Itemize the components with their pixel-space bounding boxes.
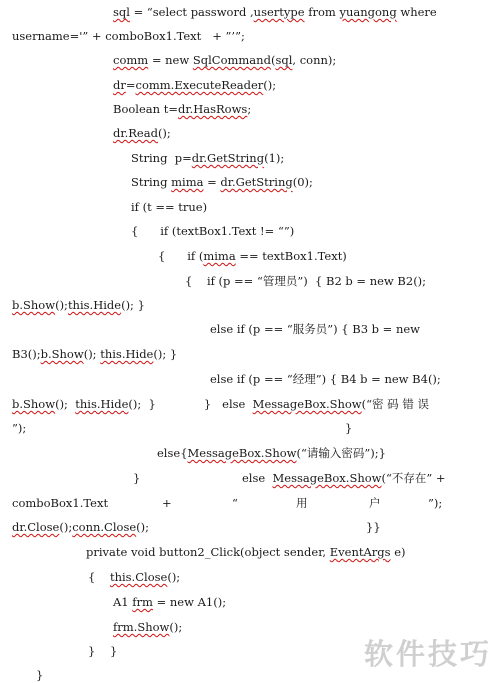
code-line: } (36, 668, 44, 682)
code-line: + (162, 496, 172, 510)
code-line: String mima = dr.GetString(0); (131, 175, 313, 189)
code-line: “ (232, 496, 238, 510)
code-line: comm = new SqlCommand(sql, conn); (113, 53, 337, 67)
code-line: sql = “select password ,usertype from yuangong where (113, 5, 437, 19)
code-line: comboBox1.Text (12, 496, 109, 510)
code-line: } (345, 421, 353, 435)
code-line: ”); (12, 421, 27, 435)
code-line: Boolean t=dr.HasRows; (113, 102, 252, 116)
code-line: A1 frm = new A1(); (113, 595, 227, 609)
code-line: frm.Show(); (113, 620, 183, 634)
code-line: { this.Close(); (88, 570, 181, 584)
code-line: 户 (369, 496, 381, 510)
code-line: { if (mima == textBox1.Text) (158, 249, 347, 263)
code-line: else if (p == “服务员”) { B3 b = new (210, 322, 421, 336)
code-line: private void button2_Click(object sender, EventArgs e) (86, 545, 406, 559)
code-line: else{MessageBox.Show(“请输入密码”);} (157, 446, 386, 460)
code-line: dr.Read(); (113, 126, 171, 140)
code-line: username='” + comboBox1.Text + ”’”; (12, 29, 245, 43)
code-line: ”); (428, 496, 443, 510)
code-line: 用 (296, 496, 308, 510)
code-line: dr.Close();conn.Close(); (12, 520, 150, 534)
code-line: } (133, 471, 141, 485)
code-line: else MessageBox.Show(“不存在” + (242, 471, 446, 485)
code-line: if (t == true) (131, 200, 208, 214)
code-line: b.Show(); this.Hide(); } } else MessageBox.Show(“密 码 错 误 (12, 397, 429, 411)
code-line: String p=dr.GetString(1); (131, 151, 285, 165)
watermark: 软件技巧 (363, 637, 492, 671)
code-line: { if (p == “管理员”) { B2 b = new B2(); (185, 274, 427, 288)
code-line: { if (textBox1.Text != “”) (131, 224, 295, 238)
code-line: dr=comm.ExecuteReader(); (113, 78, 277, 92)
code-line: }} (366, 520, 381, 534)
code-line: } } (88, 644, 118, 658)
code-line: else if (p == “经理”) { B4 b = new B4(); (210, 372, 441, 386)
code-line: B3();b.Show(); this.Hide(); } (12, 347, 178, 361)
code-line: b.Show();this.Hide(); } (12, 298, 145, 312)
